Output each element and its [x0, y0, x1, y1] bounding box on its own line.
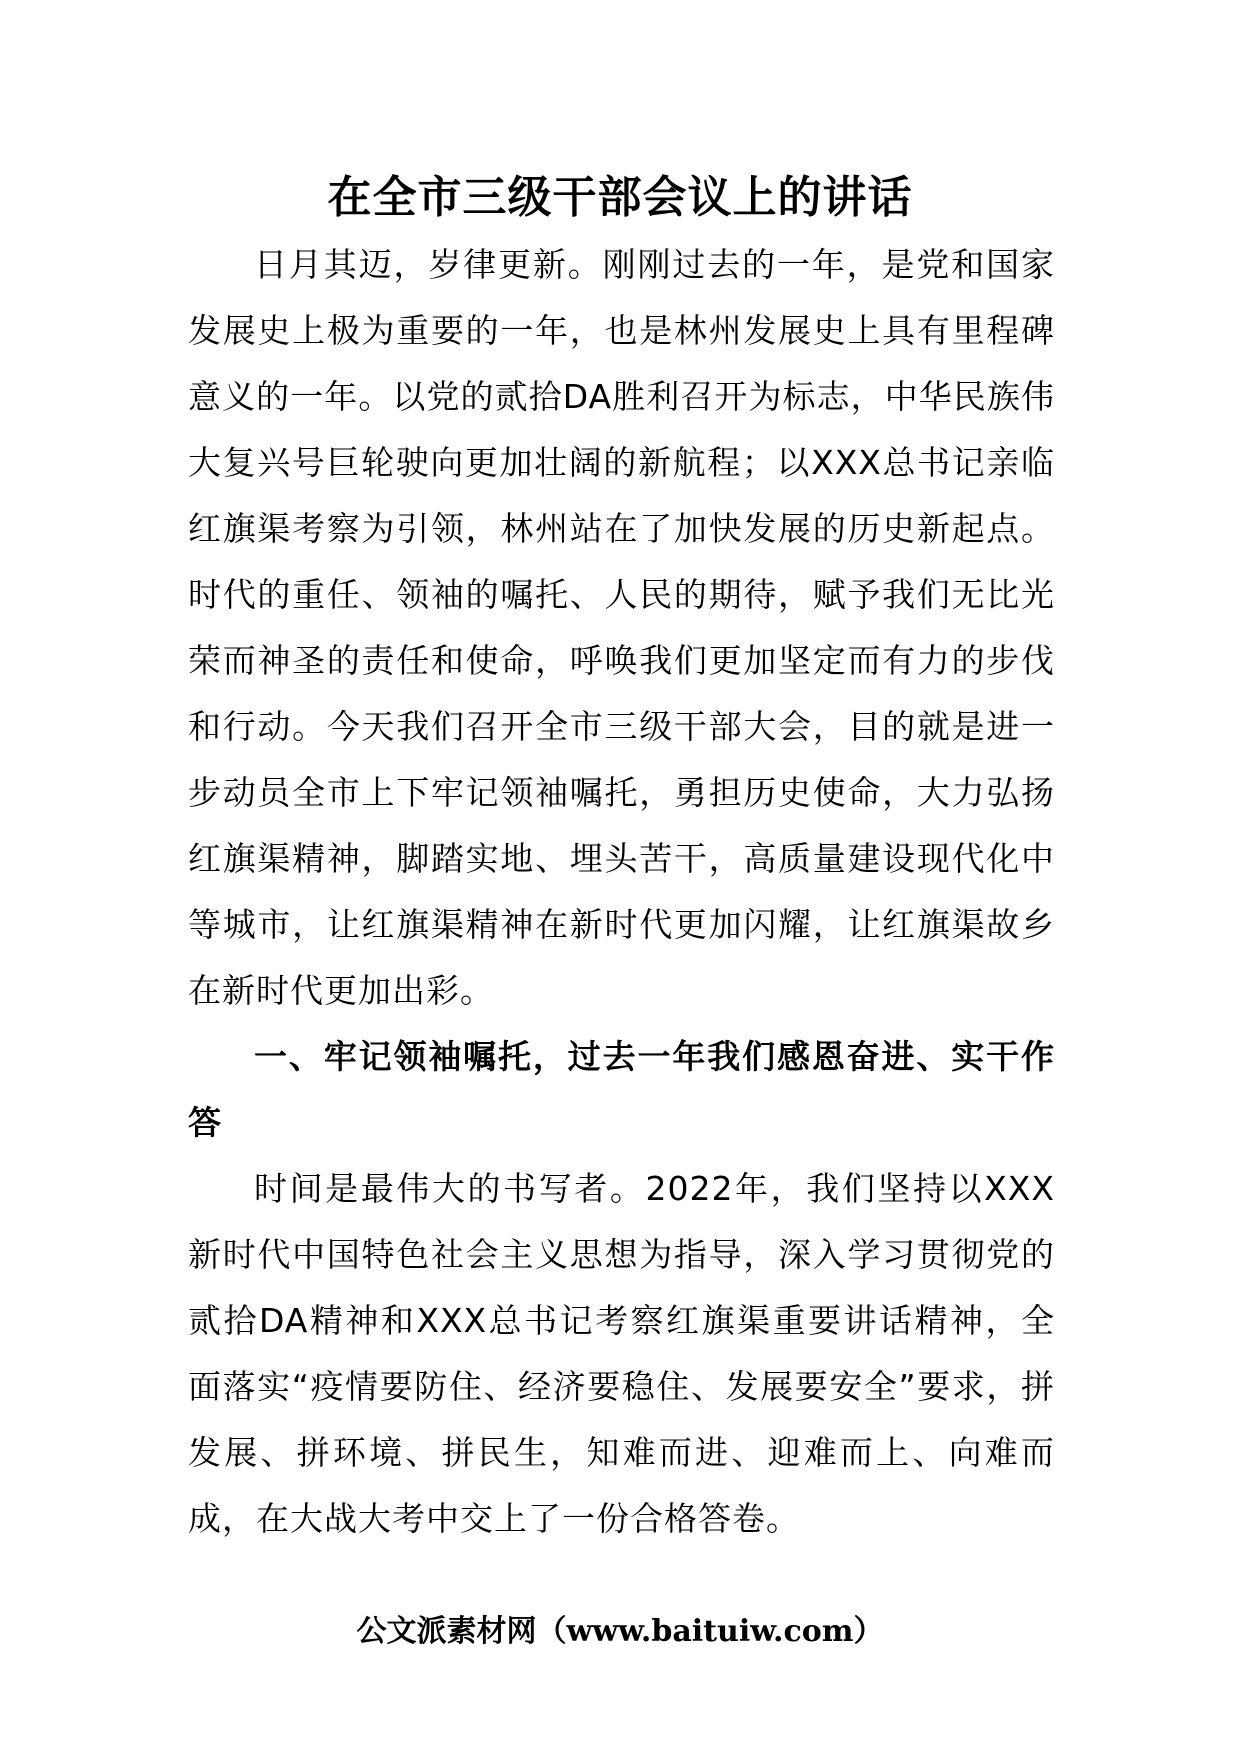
section-heading-1: 一、牢记领袖嘱托，过去一年我们感恩奋进、实干作答	[188, 1037, 1055, 1142]
footer-watermark: 公文派素材网（www.baituiw.com）	[356, 1614, 884, 1649]
paragraph-intro: 日月其迈，岁律更新。刚刚过去的一年，是党和国家发展史上极为重要的一年，也是林州发展史上具有里程碑意义的一年。以党的贰拾DA胜利召开为标志，中华民族伟大复兴号巨轮驶向更加壮阔的新航程；以XXX总书记亲临红旗渠考察为引领，林州站在了加快发展的历史新起点。时代的重任、领袖的嘱托、人民的期待，赋予我们无比光荣而神圣的责任和使命，呼唤我们更加坚定而有力的步伐和行动。今天我们召开全市三级干部大会，目的就是进一步动员全市上下牢记领袖嘱托，勇担历史使命，大力弘扬红旗渠精神，脚踏实地、埋头苦干，高质量建设现代化中等城市，让红旗渠精神在新时代更加闪耀，让红旗渠故乡在新时代更加出彩。	[188, 245, 1055, 1010]
document-title: 在全市三级干部会议上的讲话	[327, 172, 913, 223]
paragraph-section-1: 时间是最伟大的书写者。2022年，我们坚持以XXX新时代中国特色社会主义思想为指导，深入学习贯彻党的贰拾DA精神和XXX总书记考察红旗渠重要讲话精神，全面落实“疫情要防住、经济要稳住、发展要安全”要求，拼发展、拼环境、拼民生，知难而进、迎难而上、向难而成，在大战大考中交上了一份合格答卷。	[188, 1169, 1055, 1538]
document-body	[188, 232, 1055, 1552]
